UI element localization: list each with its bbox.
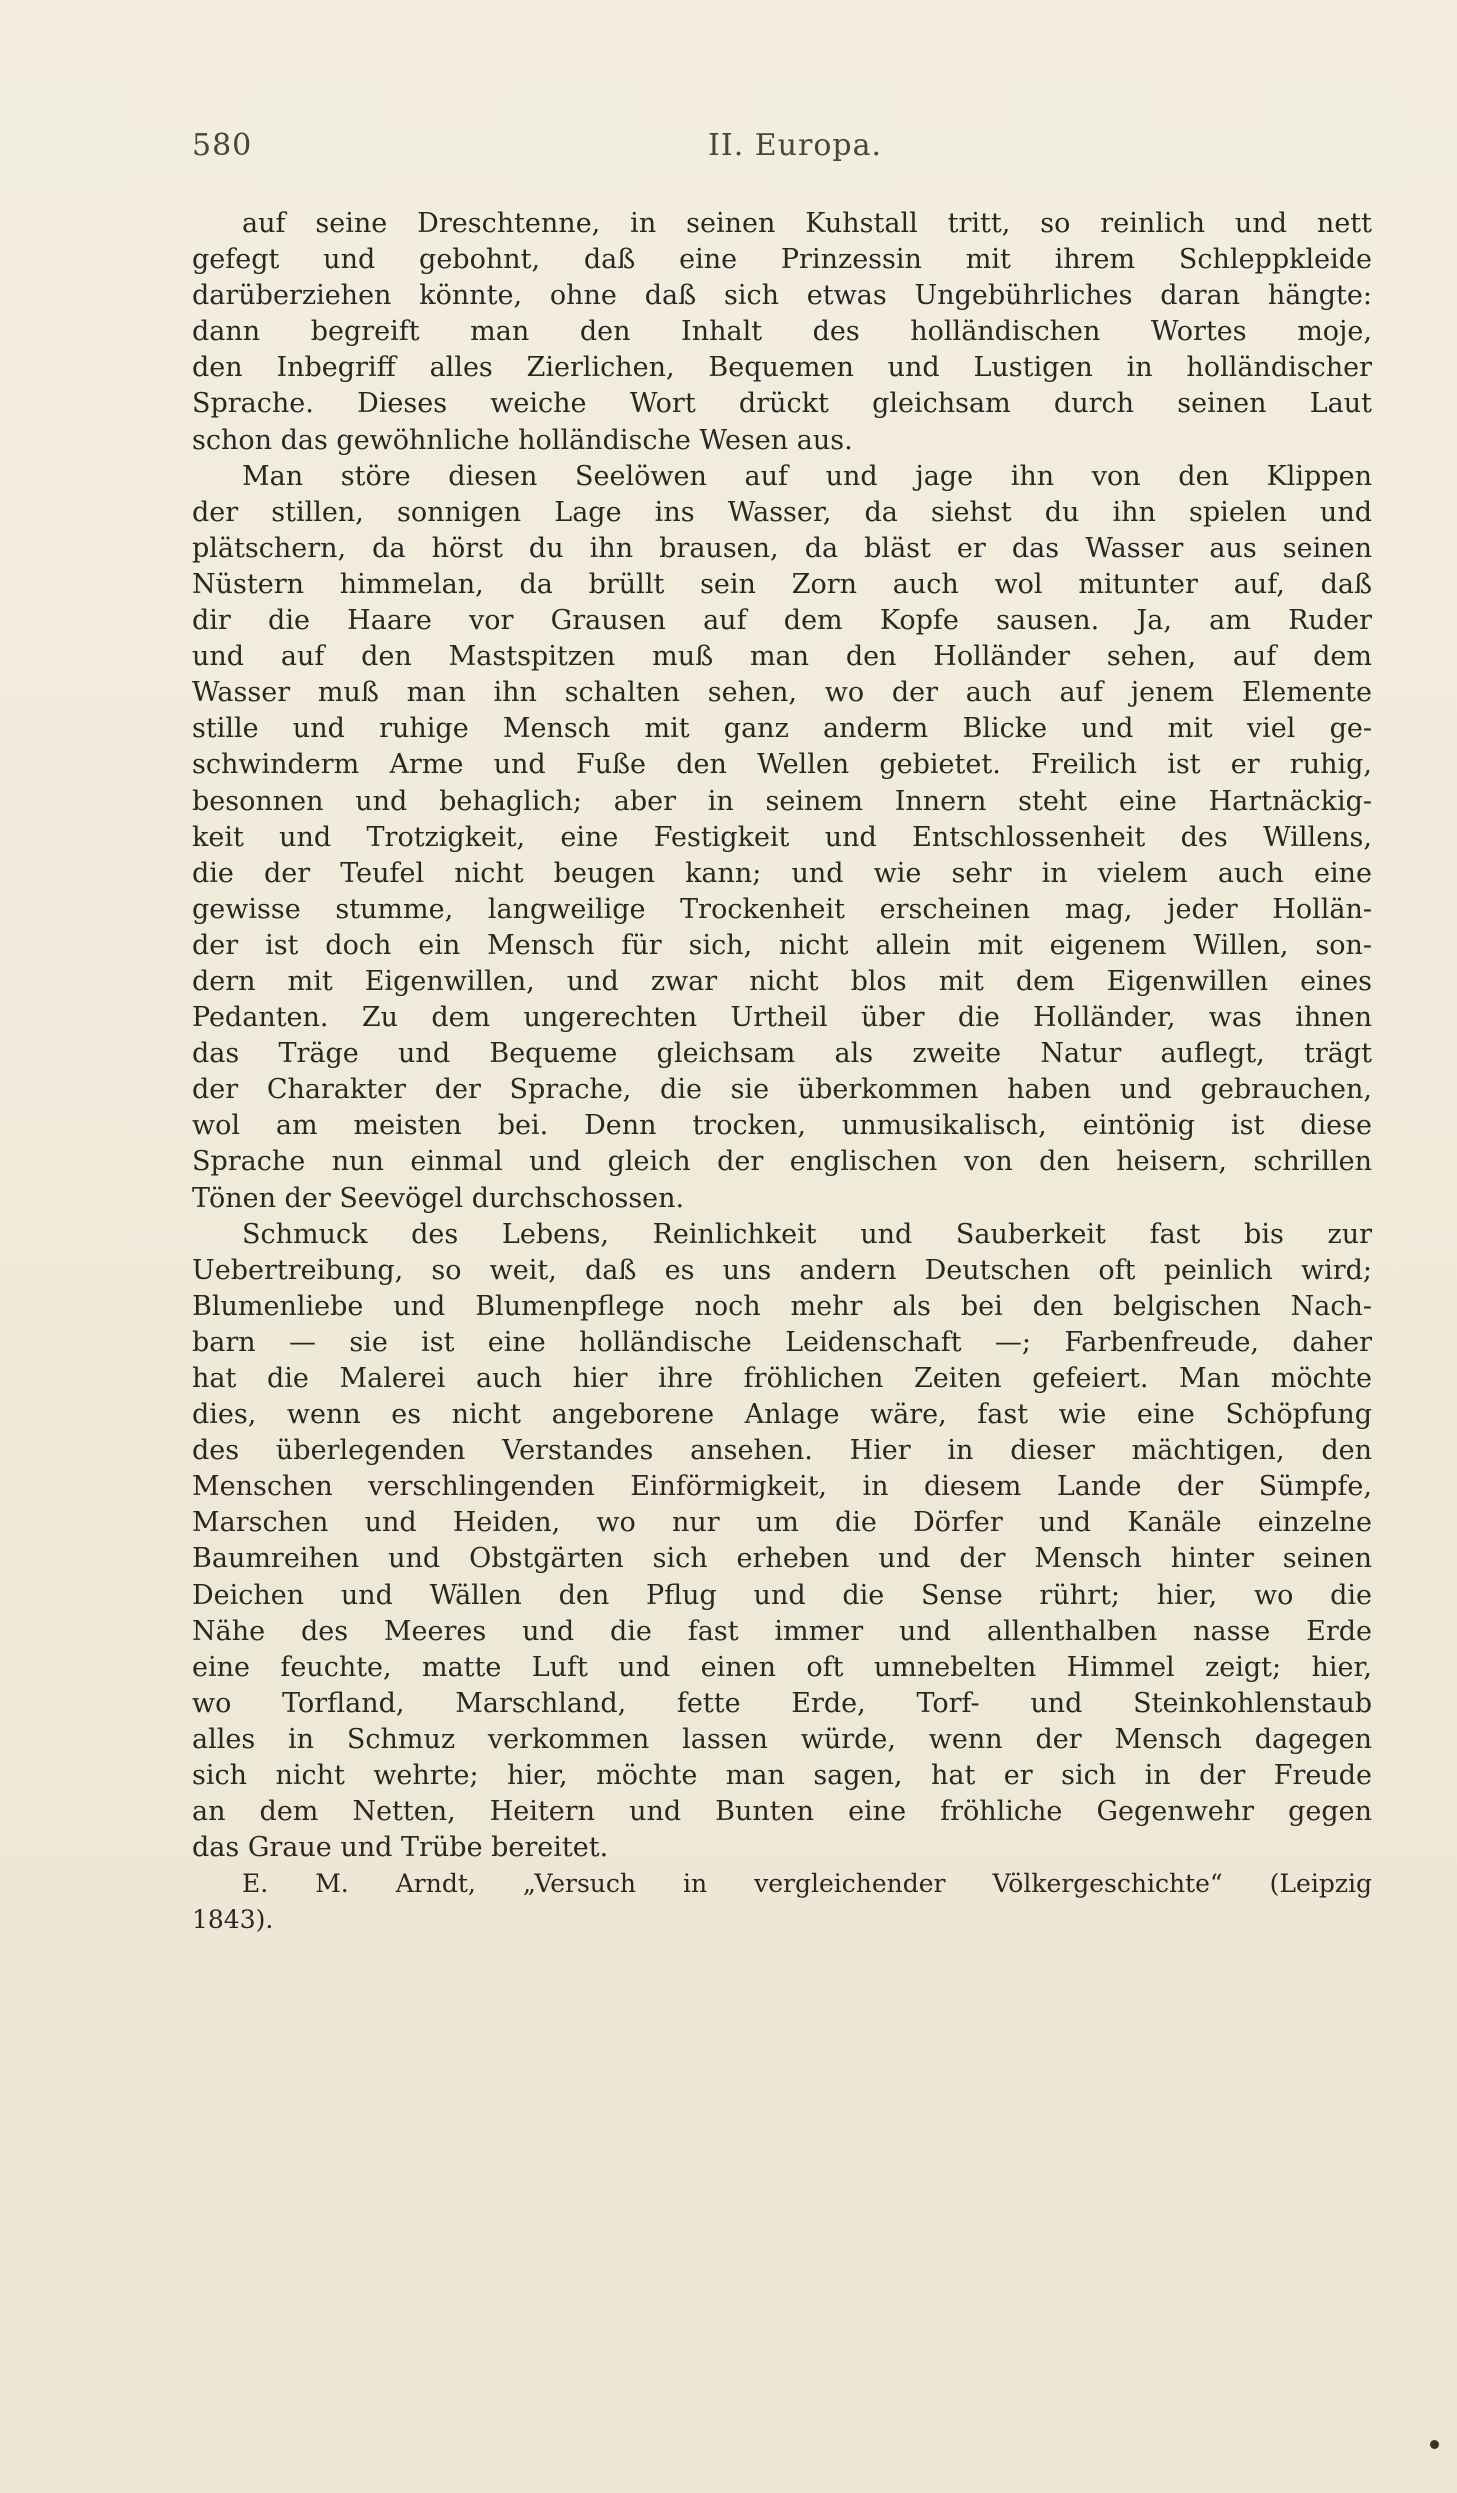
text-line: Wasser muß man ihn schalten sehen, wo der auch auf jenem Elemente — [192, 677, 1372, 709]
text-line: dies, wenn es nicht angeborene Anlage wäre, fast wie eine Schöpfung — [192, 1399, 1372, 1431]
text-line: die der Teufel nicht beugen kann; und wie sehr in vielem auch eine — [192, 857, 1372, 889]
text-line: Nüstern himmelan, da brüllt sein Zorn auch wol mitunter auf, daß — [192, 568, 1372, 600]
text-line: das Träge und Bequeme gleichsam als zweite Natur auflegt, trägt — [192, 1038, 1372, 1070]
text-line: Sprache nun einmal und gleich der englischen von den heisern, schrillen — [192, 1146, 1372, 1178]
text-line: barn — sie ist eine holländische Leidenschaft —; Farbenfreude, daher — [192, 1326, 1372, 1358]
text-line: wo Torfland, Marschland, fette Erde, Torf- und Steinkohlenstaub — [192, 1687, 1372, 1719]
text-line: gefegt und gebohnt, daß eine Prinzessin mit ihrem Schleppkleide — [192, 244, 1372, 276]
text-line: der stillen, sonnigen Lage ins Wasser, da siehst du ihn spielen und — [192, 496, 1372, 528]
page-header — [192, 128, 1372, 168]
text-line: schon das gewöhnliche holländische Wesen aus. — [192, 424, 853, 456]
text-line: Menschen verschlingenden Einförmigkeit, in diesem Lande der Sümpfe, — [192, 1471, 1372, 1503]
text-line: dann begreift man den Inhalt des holländischen Wortes moje, — [192, 316, 1372, 348]
text-line: hat die Malerei auch hier ihre fröhlichen Zeiten gefeiert. Man möchte — [192, 1363, 1372, 1394]
text-line: dern mit Eigenwillen, und zwar nicht blos mit dem Eigenwillen eines — [192, 965, 1372, 997]
source-citation-continued: 1843). — [192, 1905, 274, 1935]
text-line: des überlegenden Verstandes ansehen. Hier in dieser mächtigen, den — [192, 1435, 1372, 1467]
text-line: Sprache. Dieses weiche Wort drückt gleichsam durch seinen Laut — [192, 388, 1372, 420]
text-line: Deichen und Wällen den Pflug und die Sense rührt; hier, wo die — [192, 1579, 1372, 1611]
body-text — [192, 206, 1372, 1939]
text-line: Baumreihen und Obstgärten sich erheben und der Mensch hinter seinen — [192, 1543, 1372, 1575]
text-line: Tönen der Seevögel durchschossen. — [192, 1182, 685, 1214]
text-line: schwinderm Arme und Fuße den Wellen gebietet. Freilich ist er ruhig, — [192, 749, 1372, 781]
text-line: darüberziehen könnte, ohne daß sich etwas Ungebührliches daran hängte: — [192, 280, 1372, 312]
text-line: der Charakter der Sprache, die sie überkommen haben und gebrauchen, — [192, 1074, 1372, 1106]
text-line: besonnen und behaglich; aber in seinem Innern steht eine Hartnäckig- — [192, 785, 1372, 817]
text-line: der ist doch ein Mensch für sich, nicht allein mit eigenem Willen, son- — [192, 929, 1372, 961]
text-line: dir die Haare vor Grausen auf dem Kopfe sausen. Ja, am Ruder — [192, 605, 1372, 637]
text-line: eine feuchte, matte Luft und einen oft umnebelten Himmel zeigt; hier, — [192, 1651, 1372, 1683]
text-line: Marschen und Heiden, wo nur um die Dörfer und Kanäle einzelne — [192, 1507, 1372, 1539]
running-head: II. Europa. — [708, 128, 883, 163]
text-line: auf seine Dreschtenne, in seinen Kuhstall tritt, so reinlich und nett — [242, 208, 1372, 239]
text-line: Man störe diesen Seelöwen auf und jage ihn von den Klippen — [242, 460, 1372, 492]
text-line: gewisse stumme, langweilige Trockenheit erscheinen mag, jeder Hollän- — [192, 893, 1372, 925]
text-line: stille und ruhige Mensch mit ganz anderm Blicke und mit viel ge- — [192, 713, 1372, 745]
text-line: Blumenliebe und Blumenpflege noch mehr als bei den belgischen Nach- — [192, 1290, 1372, 1322]
text-line: den Inbegriff alles Zierlichen, Bequemen und Lustigen in holländischer — [192, 352, 1372, 384]
text-line: plätschern, da hörst du ihn brausen, da bläst er das Wasser aus seinen — [192, 532, 1372, 564]
text-line: Pedanten. Zu dem ungerechten Urtheil über die Holländer, was ihnen — [192, 1002, 1372, 1034]
ink-speck — [1430, 2440, 1439, 2449]
text-line: Uebertreibung, so weit, daß es uns andern Deutschen oft peinlich wird; — [192, 1254, 1372, 1286]
text-line: wol am meisten bei. Denn trocken, unmusikalisch, eintönig ist diese — [192, 1110, 1372, 1142]
text-line: und auf den Mastspitzen muß man den Holländer sehen, auf dem — [192, 641, 1372, 673]
text-line: sich nicht wehrte; hier, möchte man sagen, hat er sich in der Freude — [192, 1760, 1372, 1792]
page-number: 580 — [192, 128, 253, 163]
source-citation: E. M. Arndt, „Versuch in vergleichender Völkergeschichte“ (Leipzig — [242, 1869, 1372, 1899]
text-line: Schmuck des Lebens, Reinlichkeit und Sauberkeit fast bis zur — [242, 1218, 1372, 1250]
text-line: Nähe des Meeres und die fast immer und allenthalben nasse Erde — [192, 1615, 1372, 1647]
text-line: an dem Netten, Heitern und Bunten eine fröhliche Gegenwehr gegen — [192, 1796, 1372, 1828]
text-line: keit und Trotzigkeit, eine Festigkeit und Entschlossenheit des Willens, — [192, 821, 1372, 853]
text-line: das Graue und Trübe bereitet. — [192, 1832, 609, 1864]
text-line: alles in Schmuz verkommen lassen würde, wenn der Mensch dagegen — [192, 1723, 1372, 1755]
